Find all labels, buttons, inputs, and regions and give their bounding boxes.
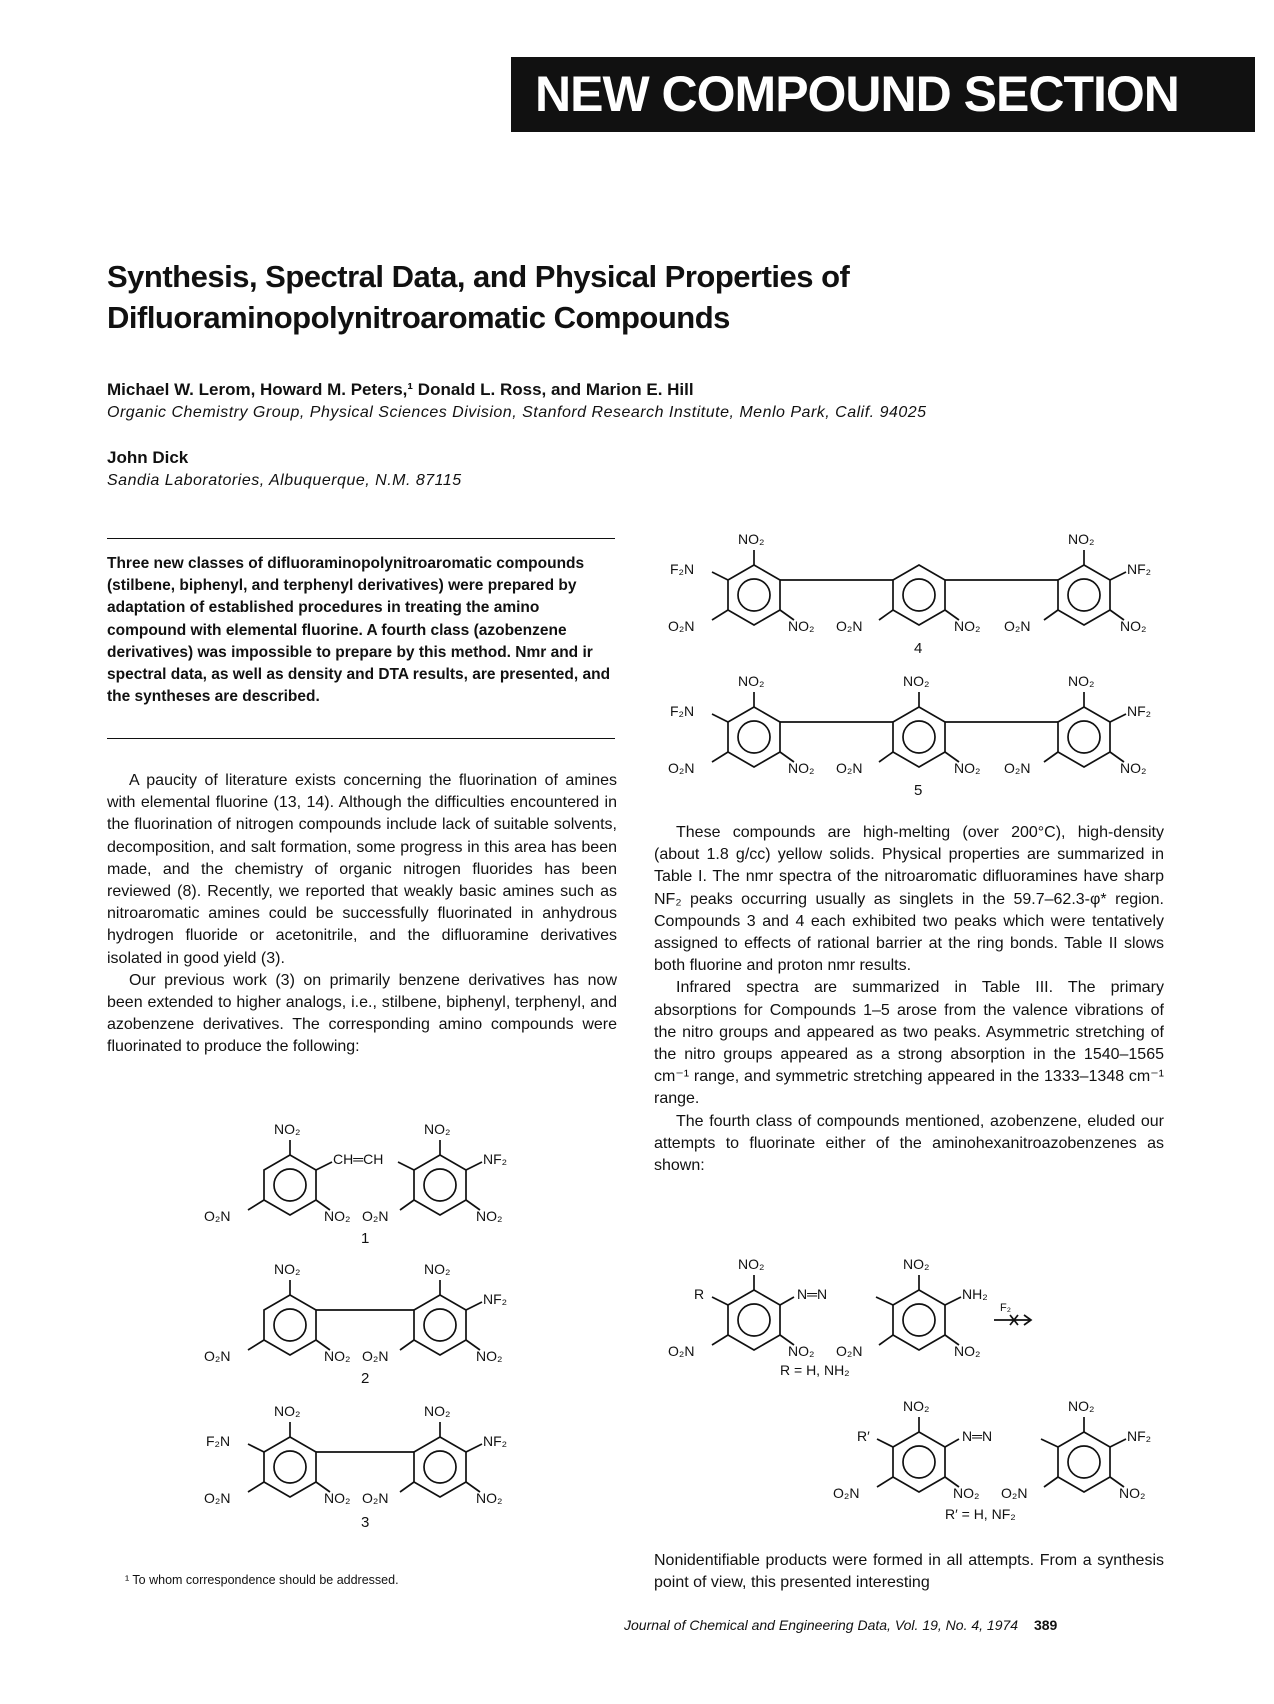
c1-o2n-a: O₂N	[204, 1208, 231, 1224]
azo2-no2-b: NO₂	[1068, 1398, 1095, 1414]
azo1-no2-c: NO₂	[788, 1343, 815, 1359]
c4-no2-a: NO₂	[738, 531, 765, 547]
azo1-no2-d: NO₂	[954, 1343, 981, 1359]
right-column-text-2	[654, 1550, 1164, 1594]
azo1-o2n-b: O₂N	[836, 1343, 863, 1359]
c2-no2-b: NO₂	[424, 1261, 451, 1277]
c5-nf2: NF₂	[1127, 703, 1152, 719]
compound-1-structure	[204, 1121, 507, 1247]
azobenzene-scheme	[654, 1255, 1174, 1545]
c5-no2-d: NO₂	[788, 760, 815, 776]
c4-o2n-b: O₂N	[836, 618, 863, 634]
left-paragraph-1: A paucity of literature exists concerning the fluorination of amines with elemental fluorine (13, 14). Although the difficulties encountered in the fluorination of nitrogen compounds include lack of suitable solvents, decomposition, and salt formation, some progress in this area has been made, and the chemistry of organic nitrogen fluorides has been reviewed (8). Recently, we reported that weakly basic amines such as nitroaromatic amines could be successfully fluorinated in anhydrous hydrogen fluoride or acetonitrile, and the difluoramine derivatives isolated in good yield (3).	[107, 772, 617, 967]
c3-no2-b: NO₂	[424, 1403, 451, 1419]
article-title	[107, 256, 1007, 338]
azo2-o2n-a: O₂N	[833, 1485, 860, 1501]
azo2-no2-d: NO₂	[1119, 1485, 1146, 1501]
affiliation-1: Organic Chemistry Group, Physical Sciences Division, Stanford Research Institute, Menlo Park, Calif. 94025	[107, 404, 927, 421]
authors: Michael W. Lerom, Howard M. Peters,¹ Donald L. Ross, and Marion E. Hill	[107, 380, 694, 399]
azo1-nh2: NH₂	[962, 1286, 988, 1302]
right-paragraph-3: The fourth class of compounds mentioned, azobenzene, eluded our attempts to fluorinate either of the aminohexanitroazobenzenes as shown:	[654, 1112, 1164, 1175]
c4-no2-c: NO₂	[788, 618, 815, 634]
structures-1-3	[190, 1120, 550, 1550]
affiliation-2: Sandia Laboratories, Albuquerque, N.M. 87115	[107, 472, 462, 489]
c5-no2-c: NO₂	[1068, 673, 1095, 689]
c3-no2-a: NO₂	[274, 1403, 301, 1419]
c2-o2n-b: O₂N	[362, 1348, 389, 1364]
c5-f2n: F₂N	[670, 703, 695, 719]
title-line-2: Difluoraminopolynitroaromatic Compounds	[107, 300, 730, 335]
compound-number-5: 5	[914, 782, 923, 799]
author-2: John Dick	[107, 448, 189, 467]
c2-nf2: NF₂	[483, 1291, 508, 1307]
azo1-no2-b: NO₂	[903, 1256, 930, 1272]
right-paragraph-4: Nonidentifiable products were formed in all attempts. From a synthesis point of view, this presented interesting	[654, 1552, 1164, 1592]
c5-no2-e: NO₂	[954, 760, 981, 776]
c3-no2-d: NO₂	[476, 1490, 503, 1506]
c3-f2n: F₂N	[206, 1433, 231, 1449]
journal-citation: Journal of Chemical and Engineering Data, Vol. 19, No. 4, 1974	[624, 1617, 1019, 1633]
azo1-o2n-a: O₂N	[668, 1343, 695, 1359]
compound-number-2: 2	[361, 1370, 370, 1387]
c4-o2n-a: O₂N	[668, 618, 695, 634]
c3-nf2: NF₂	[483, 1433, 508, 1449]
azo2-o2n-b: O₂N	[1001, 1485, 1028, 1501]
reagent-f2: F₂	[1000, 1302, 1011, 1314]
azo1-no2-a: NO₂	[738, 1256, 765, 1272]
r-prime-definition: R′ = H, NF₂	[945, 1506, 1016, 1522]
c4-no2-d: NO₂	[954, 618, 981, 634]
page-number: 389	[1033, 1617, 1058, 1633]
difluoraminohexanitroazobenzene-structure	[833, 1398, 1151, 1522]
azo2-nf2: NF₂	[1127, 1428, 1152, 1444]
azo2-no2-a: NO₂	[903, 1398, 930, 1414]
aminohexanitroazobenzene-structure	[668, 1256, 1031, 1378]
c2-no2-a: NO₂	[274, 1261, 301, 1277]
footnote: ¹ To whom correspondence should be addressed.	[125, 1573, 399, 1587]
c4-no2-e: NO₂	[1120, 618, 1147, 634]
title-line-1: Synthesis, Spectral Data, and Physical Properties of	[107, 259, 850, 294]
c3-no2-c: NO₂	[324, 1490, 351, 1506]
c1-o2n-b: O₂N	[362, 1208, 389, 1224]
c5-no2-a: NO₂	[738, 673, 765, 689]
compound-number-4: 4	[914, 640, 923, 657]
c1-no2-d: NO₂	[476, 1208, 503, 1224]
c1-no2-c: NO₂	[324, 1208, 351, 1224]
compound-3-structure	[204, 1403, 507, 1531]
c5-o2n-c: O₂N	[1004, 760, 1031, 776]
compound-number-1: 1	[361, 1230, 370, 1247]
c1-no2-a: NO₂	[274, 1121, 301, 1137]
azo1-r: R	[694, 1286, 705, 1302]
c1-nf2: NF₂	[483, 1151, 508, 1167]
page-footer	[624, 1617, 1057, 1633]
azo2-no2-c: NO₂	[953, 1485, 980, 1501]
c4-nf2: NF₂	[1127, 561, 1152, 577]
structures-4-5	[654, 530, 1174, 820]
c3-o2n-a: O₂N	[204, 1490, 231, 1506]
c4-o2n-c: O₂N	[1004, 618, 1031, 634]
azo2-r-prime: R′	[857, 1428, 870, 1444]
azo1-n-eq-n: N═N	[797, 1286, 828, 1302]
c3-o2n-b: O₂N	[362, 1490, 389, 1506]
c2-o2n-a: O₂N	[204, 1348, 231, 1364]
c2-no2-c: NO₂	[324, 1348, 351, 1364]
compound-5-structure	[668, 673, 1151, 799]
azo2-n-eq-n: N═N	[962, 1428, 993, 1444]
c1-no2-b: NO₂	[424, 1121, 451, 1137]
c2-no2-d: NO₂	[476, 1348, 503, 1364]
right-paragraph-1: These compounds are high-melting (over 200°C), high-density (about 1.8 g/cc) yellow solids. Physical properties are summarized in Table I. The nmr spectra of the nitroaromatic difluoramines have sharp NF₂ peaks occurring usually as singlets in the 59.7–62.3-φ* region. Compounds 3 and 4 each exhibited two peaks which were tentatively assigned to effects of rational barrier at the ring bonds. Table II slows both fluorine and proton nmr results.	[654, 824, 1164, 975]
c5-no2-b: NO₂	[903, 673, 930, 689]
c1-ch-eq-ch: CH═CH	[333, 1151, 384, 1167]
abstract-top-rule	[107, 538, 615, 539]
abstract-bottom-rule	[107, 738, 615, 739]
compound-2-structure	[204, 1261, 507, 1387]
right-column-text-1	[654, 822, 1164, 1177]
compound-4-structure	[668, 531, 1151, 657]
left-column-text	[107, 770, 617, 1059]
c5-o2n-a: O₂N	[668, 760, 695, 776]
c4-no2-b: NO₂	[1068, 531, 1095, 547]
r-definition: R = H, NH₂	[780, 1362, 850, 1378]
abstract: Three new classes of difluoraminopolynitroaromatic compounds (stilbene, biphenyl, and terphenyl derivatives) were prepared by adaptation of established procedures in treating the amino compound with elemental fluorine. A fourth class (azobenzene derivatives) was impossible to prepare by this method. Nmr and ir spectral data, as well as density and DTA results, are presented, and the syntheses are described.	[107, 555, 611, 706]
compound-number-3: 3	[361, 1514, 370, 1531]
right-paragraph-2: Infrared spectra are summarized in Table III. The primary absorptions for Compounds 1–5 arose from the valence vibrations of the nitro groups and appeared as two peaks. Asymmetric stretching of the nitro groups appeared as a strong absorption in the 1540–1565 cm⁻¹ range, and symmetric stretching appeared in the 1333–1348 cm⁻¹ range.	[654, 979, 1164, 1108]
c5-o2n-b: O₂N	[836, 760, 863, 776]
c5-no2-f: NO₂	[1120, 760, 1147, 776]
section-banner: NEW COMPOUND SECTION	[511, 57, 1255, 132]
left-paragraph-2: Our previous work (3) on primarily benzene derivatives has now been extended to higher analogs, i.e., stilbene, biphenyl, terphenyl, and azobenzene derivatives. The corresponding amino compounds were fluorinated to produce the following:	[107, 971, 617, 1056]
c4-f2n: F₂N	[670, 561, 695, 577]
